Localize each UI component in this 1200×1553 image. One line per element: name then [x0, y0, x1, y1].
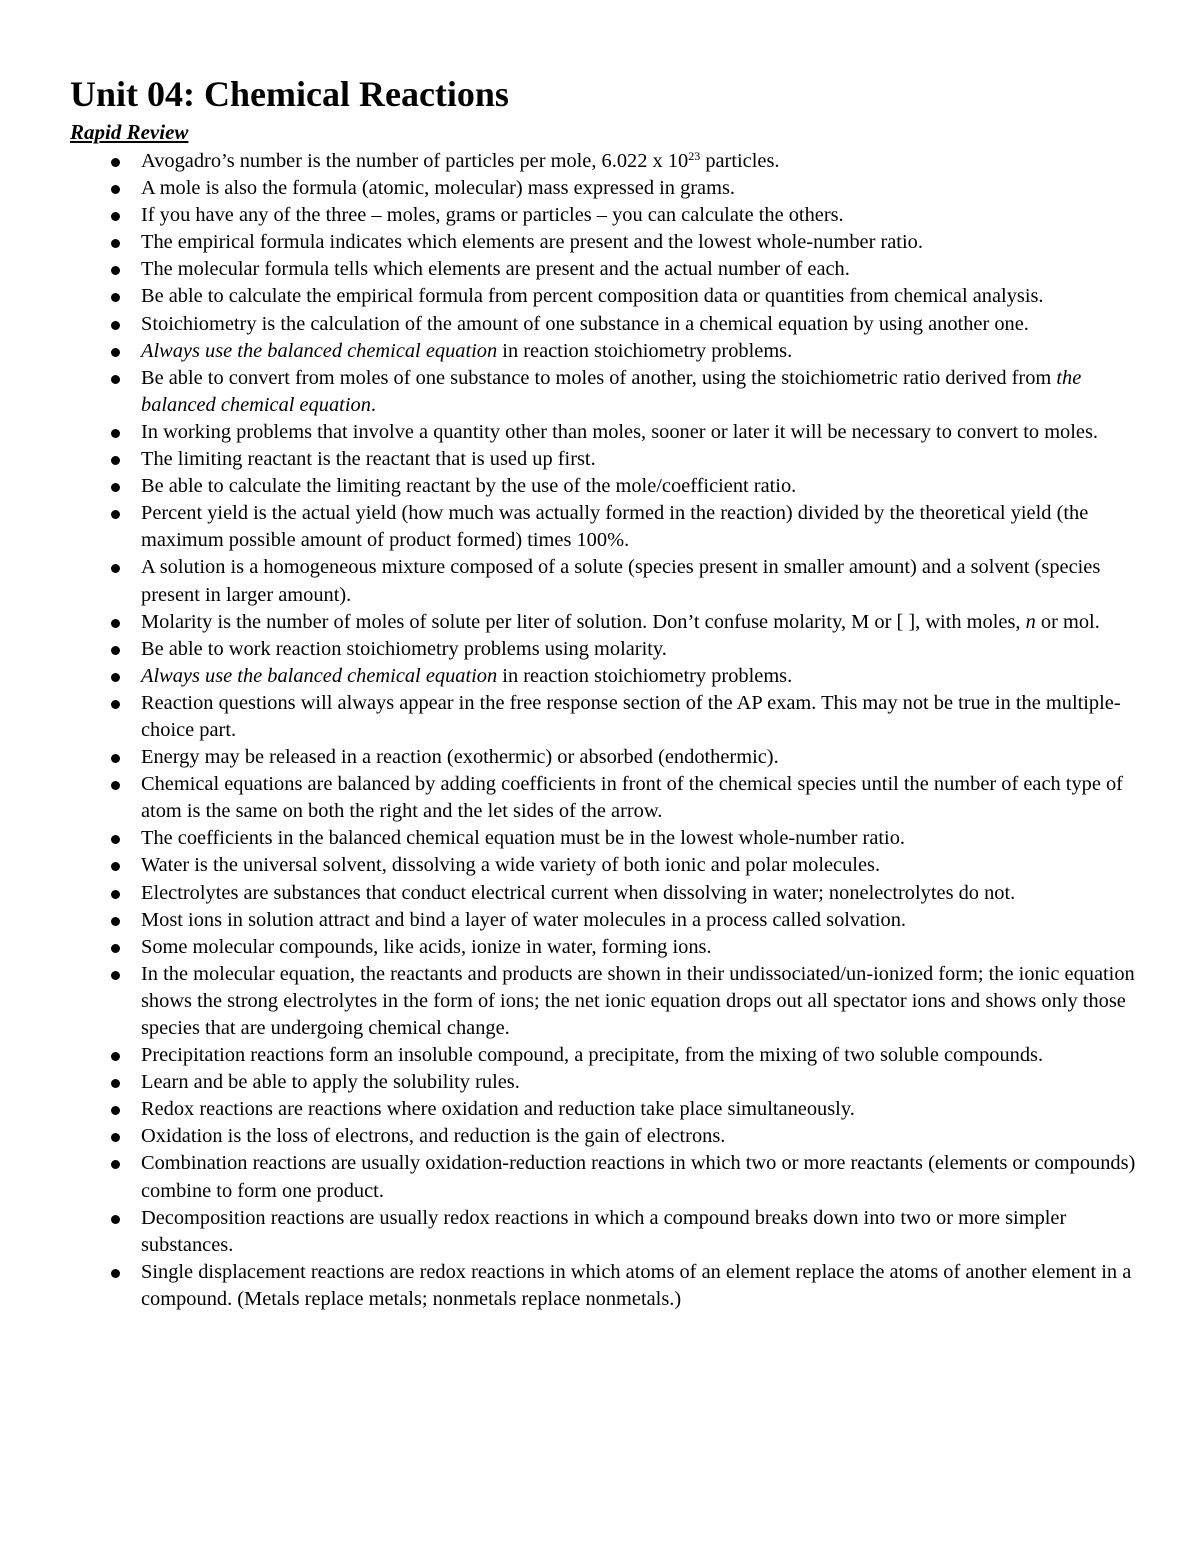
list-item-plain-text: Water is the universal solvent, dissolving a wide variety of both ionic and polar molecules.	[141, 854, 881, 877]
list-item	[70, 1069, 1140, 1096]
bullet-icon	[111, 266, 120, 275]
list-item	[70, 663, 1140, 690]
bullet-icon	[111, 700, 120, 709]
list-item	[70, 338, 1140, 365]
list-item-plain-text: Be able to work reaction stoichiometry problems using molarity.	[141, 637, 667, 660]
bullet-icon	[111, 564, 120, 573]
list-item-plain-text: Avogadro’s number is the number of particles per mole, 6.022 x 10	[141, 150, 689, 172]
list-item	[70, 1259, 1140, 1313]
list-item-italic-text: the balanced chemical equation	[141, 366, 1082, 416]
bullet-icon	[111, 917, 120, 926]
list-item-plain-text: Precipitation reactions form an insoluble compound, a precipitate, from the mixing of two soluble compounds.	[141, 1044, 1044, 1067]
bullet-icon	[111, 212, 120, 221]
list-item-plain-text: In working problems that involve a quantity other than moles, sooner or later it will be necessary to convert to moles.	[141, 420, 1098, 443]
list-item	[70, 175, 1140, 202]
list-item-tail-text: or mol.	[1035, 610, 1100, 633]
bullet-icon	[111, 1215, 120, 1224]
bullet-icon	[111, 890, 120, 899]
list-item-italic-text: Always use the balanced chemical equation	[141, 339, 498, 362]
list-item-plain-text: Energy may be released in a reaction (exothermic) or absorbed (endothermic).	[141, 746, 779, 769]
list-item-plain-text: Percent yield is the actual yield (how much was actually formed in the reaction) divided by the theoretical yield (the maximum possible amount of product formed) times 100%.	[141, 502, 1089, 552]
bullet-icon	[111, 510, 120, 519]
bullet-icon	[111, 1160, 120, 1169]
list-item	[70, 283, 1140, 310]
list-item	[70, 473, 1140, 500]
list-item	[70, 636, 1140, 663]
list-item	[70, 852, 1140, 879]
list-item-tail-text: particles.	[700, 150, 780, 172]
list-item	[70, 880, 1140, 907]
page-title: Unit 04: Chemical Reactions	[70, 74, 509, 114]
list-item	[70, 202, 1140, 229]
list-item	[70, 256, 1140, 283]
list-item	[70, 771, 1140, 825]
bullet-icon	[111, 429, 120, 438]
list-item-plain-text: Some molecular compounds, like acids, ionize in water, forming ions.	[141, 935, 712, 958]
bullet-icon	[111, 375, 120, 384]
list-item-plain-text: Be able to calculate the limiting reactant by the use of the mole/coefficient ratio.	[141, 475, 797, 498]
list-item-plain-text: Chemical equations are balanced by adding coefficients in front of the chemical species until the number of each type of atom is the same on both the right and the let sides of the arrow.	[141, 773, 1123, 823]
section-heading: Rapid Review	[70, 120, 189, 144]
bullet-icon	[111, 862, 120, 871]
list-item	[70, 446, 1140, 473]
list-item-plain-text: Oxidation is the loss of electrons, and reduction is the gain of electrons.	[141, 1125, 726, 1148]
list-item-italic-text: n	[1025, 610, 1036, 633]
list-item-plain-text: Combination reactions are usually oxidation-reduction reactions in which two or more reactants (elements or compounds) combine to form one product.	[141, 1152, 1136, 1202]
list-item	[70, 690, 1140, 744]
list-item-plain-text: Decomposition reactions are usually redox reactions in which a compound breaks down into two or more simpler substances.	[141, 1206, 1067, 1256]
bullet-icon	[111, 1269, 120, 1278]
bullet-icon	[111, 456, 120, 465]
bullet-icon	[111, 781, 120, 790]
list-item-plain-text: The limiting reactant is the reactant that is used up first.	[141, 448, 596, 471]
list-item-plain-text: Stoichiometry is the calculation of the amount of one substance in a chemical equation by using another one.	[141, 312, 1029, 335]
list-item	[70, 1042, 1140, 1069]
bullet-icon	[111, 185, 120, 194]
bullet-icon	[111, 1079, 120, 1088]
document-page	[70, 72, 1140, 1313]
list-item-plain-text: In the molecular equation, the reactants and products are shown in their undissociated/un-ionized form; the ionic equation shows the strong electrolytes in the form of ions; the net ionic equation drops out all spectator ions and shows only those species that are undergoing chemical change.	[141, 962, 1135, 1039]
bullet-icon	[111, 971, 120, 980]
list-item	[70, 1096, 1140, 1123]
list-item	[70, 609, 1140, 636]
list-item-plain-text: Be able to convert from moles of one substance to moles of another, using the stoichiometric ratio derived from	[141, 366, 1057, 389]
list-item-plain-text: A mole is also the formula (atomic, molecular) mass expressed in grams.	[141, 177, 736, 200]
bullet-icon	[111, 754, 120, 763]
list-item-plain-text: Electrolytes are substances that conduct electrical current when dissolving in water; nonelectrolytes do not.	[141, 881, 1016, 904]
list-item	[70, 934, 1140, 961]
list-item	[70, 1150, 1140, 1204]
list-item-plain-text: Most ions in solution attract and bind a layer of water molecules in a process called solvation.	[141, 908, 907, 931]
list-item-plain-text: Single displacement reactions are redox reactions in which atoms of an element replace the atoms of another element in a compound. (Metals replace metals; nonmetals replace nonmetals.)	[141, 1260, 1132, 1310]
list-item-plain-text: The molecular formula tells which elements are present and the actual number of each.	[141, 258, 850, 281]
list-item	[70, 365, 1140, 419]
bullet-icon	[111, 1052, 120, 1061]
list-item	[70, 229, 1140, 256]
bullet-icon	[111, 1133, 120, 1142]
list-item	[70, 907, 1140, 934]
list-item-tail-text: in reaction stoichiometry problems.	[497, 664, 793, 687]
list-item	[70, 825, 1140, 852]
list-item-plain-text: The empirical formula indicates which elements are present and the lowest whole-number ratio.	[141, 231, 923, 254]
list-item-plain-text: If you have any of the three – moles, grams or particles – you can calculate the others.	[141, 204, 844, 227]
list-item	[70, 1123, 1140, 1150]
list-item-plain-text: Molarity is the number of moles of solute per liter of solution. Don’t confuse molarity, M or [ ], with moles,	[141, 610, 1026, 633]
bullet-icon	[111, 483, 120, 492]
list-item-plain-text: A solution is a homogeneous mixture composed of a solute (species present in smaller amount) and a solvent (species present in larger amount).	[141, 556, 1101, 606]
list-item-tail-text: in reaction stoichiometry problems.	[497, 339, 793, 362]
bullet-icon	[111, 348, 120, 357]
list-item-sup-text: 23	[688, 149, 701, 163]
bullet-icon	[111, 944, 120, 953]
list-item-plain-text: The coefficients in the balanced chemical equation must be in the lowest whole-number ratio.	[141, 827, 906, 850]
list-item	[70, 554, 1140, 608]
bullet-icon	[111, 321, 120, 330]
list-item-plain-text: Reaction questions will always appear in the free response section of the AP exam. This may not be true in the multiple-choice part.	[141, 691, 1121, 741]
list-item-tail-text: .	[370, 393, 377, 416]
list-item-plain-text: Learn and be able to apply the solubility rules.	[141, 1071, 520, 1094]
list-item	[70, 148, 1140, 175]
list-item-plain-text: Redox reactions are reactions where oxidation and reduction take place simultaneously.	[141, 1098, 855, 1121]
list-item	[70, 311, 1140, 338]
list-item-italic-text: Always use the balanced chemical equation	[141, 664, 498, 687]
list-item	[70, 500, 1140, 554]
bullet-icon	[111, 619, 120, 628]
list-item	[70, 744, 1140, 771]
bullet-icon	[111, 293, 120, 302]
bullet-icon	[111, 835, 120, 844]
list-item	[70, 419, 1140, 446]
review-list	[70, 148, 1140, 1313]
list-item-plain-text: Be able to calculate the empirical formula from percent composition data or quantities from chemical analysis.	[141, 285, 1044, 308]
bullet-icon	[111, 1106, 120, 1115]
bullet-icon	[111, 673, 120, 682]
bullet-icon	[111, 239, 120, 248]
bullet-icon	[111, 646, 120, 655]
list-item	[70, 1205, 1140, 1259]
list-item	[70, 961, 1140, 1042]
bullet-icon	[111, 158, 120, 167]
